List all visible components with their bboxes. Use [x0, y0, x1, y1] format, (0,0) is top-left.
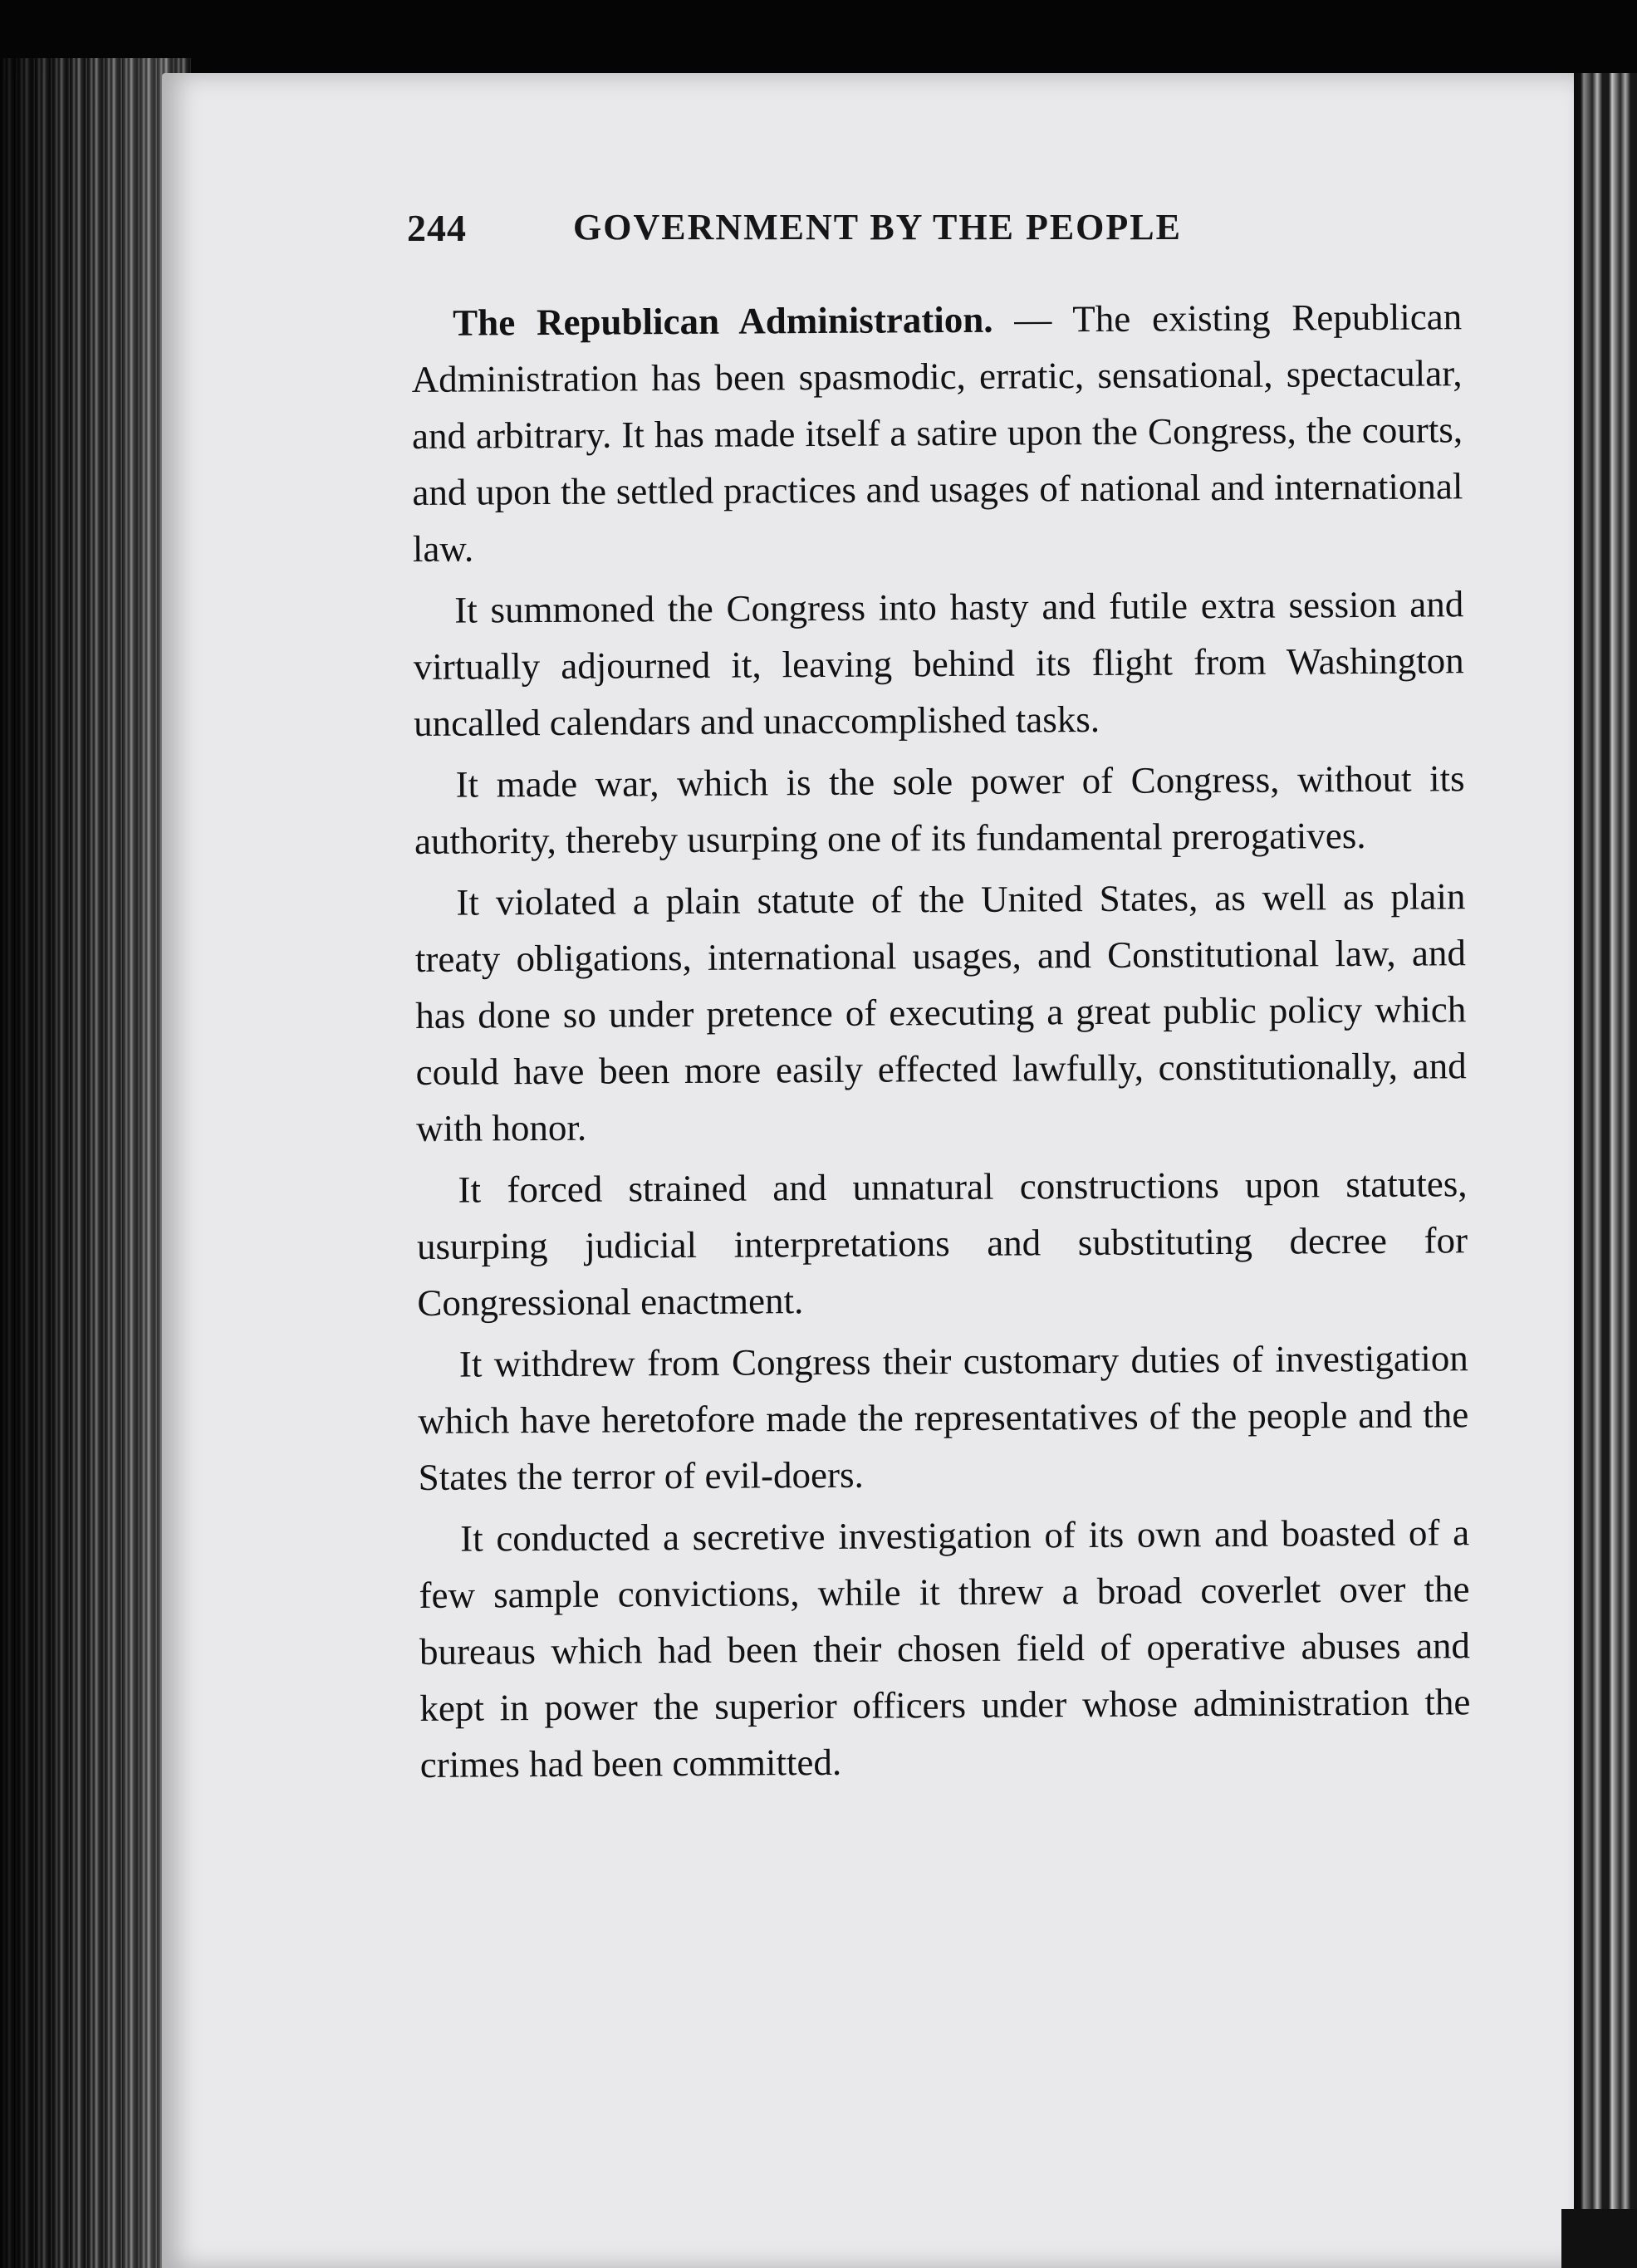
scan-corner-shadow: [1561, 2209, 1637, 2268]
paragraph-7: It conducted a secretive investigation of its own and boasted of a few sample convictions, while it threw a broad coverlet over the bureaus which had been their chosen field of operative abuses and kept in power the superior officers under whose administration the crimes had been committed.: [419, 1511, 1471, 1785]
paragraph-3: It made war, which is the sole power of Congress, without its authority, thereby usurping one of its fundamental prerogatives.: [414, 757, 1465, 862]
body-text: [411, 288, 1471, 1798]
paragraph-2: It summoned the Congress into hasty and futile extra session and virtually adjourned it, leaving behind its flight from Washington uncalled calendars and unaccomplished tasks.: [413, 583, 1464, 744]
scan-top-border: [0, 0, 1637, 79]
paragraph-1-text: The existing Republican Administration has been spasmodic, erratic, sensational, spectacular, and arbitrary. It has made itself a satire upon the Congress, the courts, and upon the settled practices and usages of national and international law.: [411, 296, 1463, 570]
paragraph-4: It violated a plain statute of the United States, as well as plain treaty obligations, international usages, and Constitutional law, and has done so under pretence of executing a great public policy which could have been more easily effected lawfully, constitutionally, and with honor.: [414, 875, 1467, 1149]
page-number: 244: [407, 207, 467, 249]
paragraph-6: It withdrew from Congress their customary duties of investigation which have heretofore made the representatives of the people and the States the terror of evil-doers.: [418, 1337, 1469, 1498]
heading-dash: —: [992, 298, 1073, 340]
running-head: [407, 206, 1287, 256]
paragraph-1: [411, 288, 1463, 577]
page-fore-edge: [1574, 73, 1637, 2268]
running-head-title: GOVERNMENT BY THE PEOPLE: [573, 207, 1182, 247]
paragraph-5: It forced strained and unnatural constructions upon statutes, usurping judicial interpretations and substituting decree for Congressional enactment.: [416, 1163, 1468, 1324]
section-heading: The Republican Administration.: [453, 298, 993, 344]
